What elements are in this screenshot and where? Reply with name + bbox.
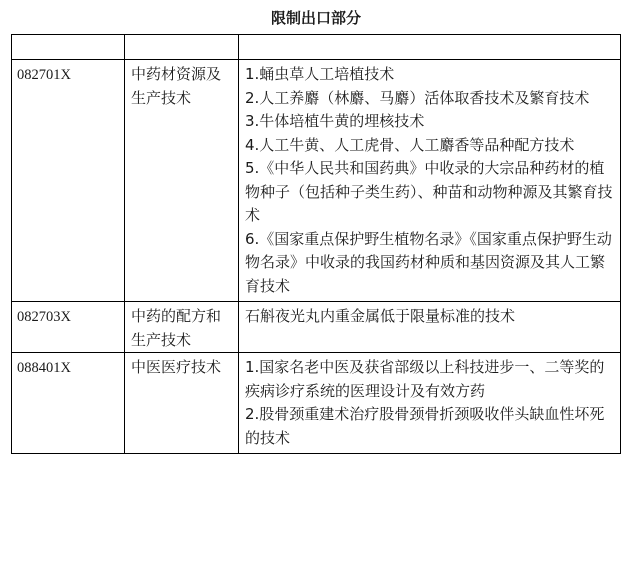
header-cell-technologies [239, 35, 621, 60]
tech-item: 1.国家名老中医及获省部级以上科技进步一、二等奖的疾病诊疗系统的医理设计及有效方药 [245, 358, 605, 400]
tech-item: 2.股骨颈重建术治疗股骨颈骨折颈吸收伴头缺血性坏死的技术 [245, 405, 605, 447]
tech-item: 5.《中华人民共和国药典》中收录的大宗品种药材的植物种子（包括种子类生药）、种苗和动物种源及其繁育技术 [245, 159, 613, 224]
row-name: 中药的配方和生产技术 [125, 302, 239, 353]
table-header-row [12, 35, 621, 60]
row-code: 082703X [12, 302, 125, 353]
tech-item: 3.牛体培植牛黄的埋核技术 [245, 112, 425, 130]
tech-item: 2.人工养麝（林麝、马麝）活体取香技术及繁育技术 [245, 88, 590, 107]
row-code: 082701X [12, 60, 125, 302]
row-name: 中医医疗技术 [125, 353, 239, 454]
table-row [12, 60, 621, 302]
row-code: 088401X [12, 353, 125, 454]
row-technologies [239, 302, 621, 353]
tech-item: 石斛夜光丸内重金属低于限量标准的技术 [245, 307, 516, 325]
row-technologies [239, 60, 621, 302]
header-cell-name [125, 35, 239, 60]
table-row [12, 353, 621, 454]
tech-item: 1.蛹虫草人工培植技术 [245, 65, 395, 83]
tech-item: 4.人工牛黄、人工虎骨、人工麝香等品种配方技术 [245, 135, 575, 154]
table-row [12, 302, 621, 353]
page-title: 限制出口部分 [270, 9, 361, 27]
tech-item: 6.《国家重点保护野生植物名录》《国家重点保护野生动物名录》中收录的我国药材种质和基因资源及其人工繁育技术 [245, 229, 612, 295]
row-technologies [239, 353, 621, 454]
restricted-export-table [11, 34, 621, 454]
row-name: 中药材资源及生产技术 [125, 60, 239, 302]
header-cell-code [12, 35, 125, 60]
